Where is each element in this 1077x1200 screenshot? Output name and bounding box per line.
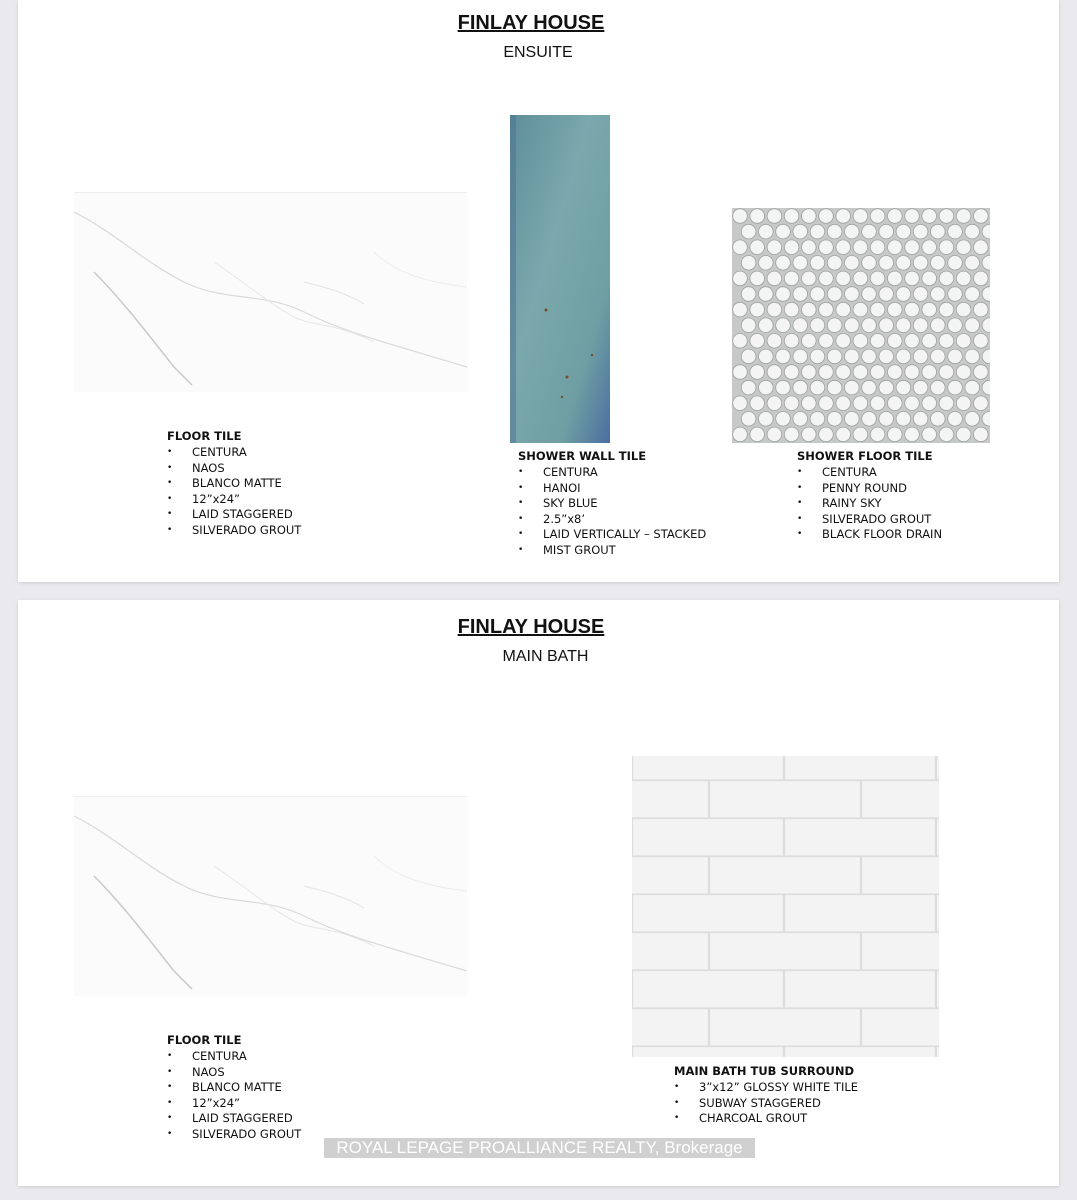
ensuite-page: [18, 0, 1059, 582]
spec-item: • 12”x24”: [167, 492, 301, 508]
spec-item: • NAOS: [167, 1065, 301, 1081]
spec-item: • PENNY ROUND: [797, 481, 942, 497]
spec-item: • HANOI: [518, 481, 706, 497]
spec-item: • LAID STAGGERED: [167, 507, 301, 523]
floor-tile-swatch: [74, 796, 467, 996]
spec-item: • MIST GROUT: [518, 543, 706, 559]
spec-item: • SILVERADO GROUT: [167, 1127, 301, 1143]
spec-item: • SILVERADO GROUT: [167, 523, 301, 539]
spec-heading: MAIN BATH TUB SURROUND: [674, 1064, 855, 1078]
spec-item: • 3”x12” GLOSSY WHITE TILE: [674, 1080, 858, 1096]
floor-tile-spec: [167, 1033, 301, 1143]
spec-heading: SHOWER FLOOR TILE: [797, 449, 933, 463]
shower-wall-tile-spec: [518, 449, 706, 559]
spec-item: • LAID STAGGERED: [167, 1111, 301, 1127]
page-subtitle: ENSUITE: [503, 44, 573, 61]
spec-item: • CHARCOAL GROUT: [674, 1111, 858, 1127]
spec-item: • BLACK FLOOR DRAIN: [797, 527, 942, 543]
tub-surround-tile-swatch: [632, 756, 939, 1057]
spec-item: • CENTURA: [167, 1049, 301, 1065]
shower-wall-tile-swatch: [510, 115, 610, 443]
spec-heading: FLOOR TILE: [167, 1033, 242, 1047]
spec-item: • LAID VERTICALLY – STACKED: [518, 527, 706, 543]
spec-item: • SKY BLUE: [518, 496, 706, 512]
tub-surround-spec: [674, 1064, 858, 1127]
shower-floor-tile-swatch: [732, 208, 990, 443]
spec-item: • BLANCO MATTE: [167, 1080, 301, 1096]
spec-item: • 12”x24”: [167, 1096, 301, 1112]
shower-floor-tile-spec: [797, 449, 942, 543]
spec-item: • BLANCO MATTE: [167, 476, 301, 492]
brokerage-watermark: ROYAL LEPAGE PROALLIANCE REALTY, Brokerage: [324, 1138, 755, 1158]
page-title: FINLAY HOUSE: [457, 12, 605, 34]
spec-item: • RAINY SKY: [797, 496, 942, 512]
spec-item: • CENTURA: [167, 445, 301, 461]
spec-heading: SHOWER WALL TILE: [518, 449, 647, 463]
spec-item: • CENTURA: [797, 465, 942, 481]
spec-item: • 2.5”x8’: [518, 512, 706, 528]
page-subtitle: MAIN BATH: [502, 648, 589, 665]
floor-tile-swatch: [74, 192, 467, 392]
spec-item: • CENTURA: [518, 465, 706, 481]
spec-item: • SUBWAY STAGGERED: [674, 1096, 858, 1112]
main-bath-page: [18, 600, 1059, 1186]
spec-item: • NAOS: [167, 461, 301, 477]
page-title: FINLAY HOUSE: [457, 616, 605, 638]
spec-item: • SILVERADO GROUT: [797, 512, 942, 528]
floor-tile-spec: [167, 429, 301, 539]
spec-heading: FLOOR TILE: [167, 429, 242, 443]
